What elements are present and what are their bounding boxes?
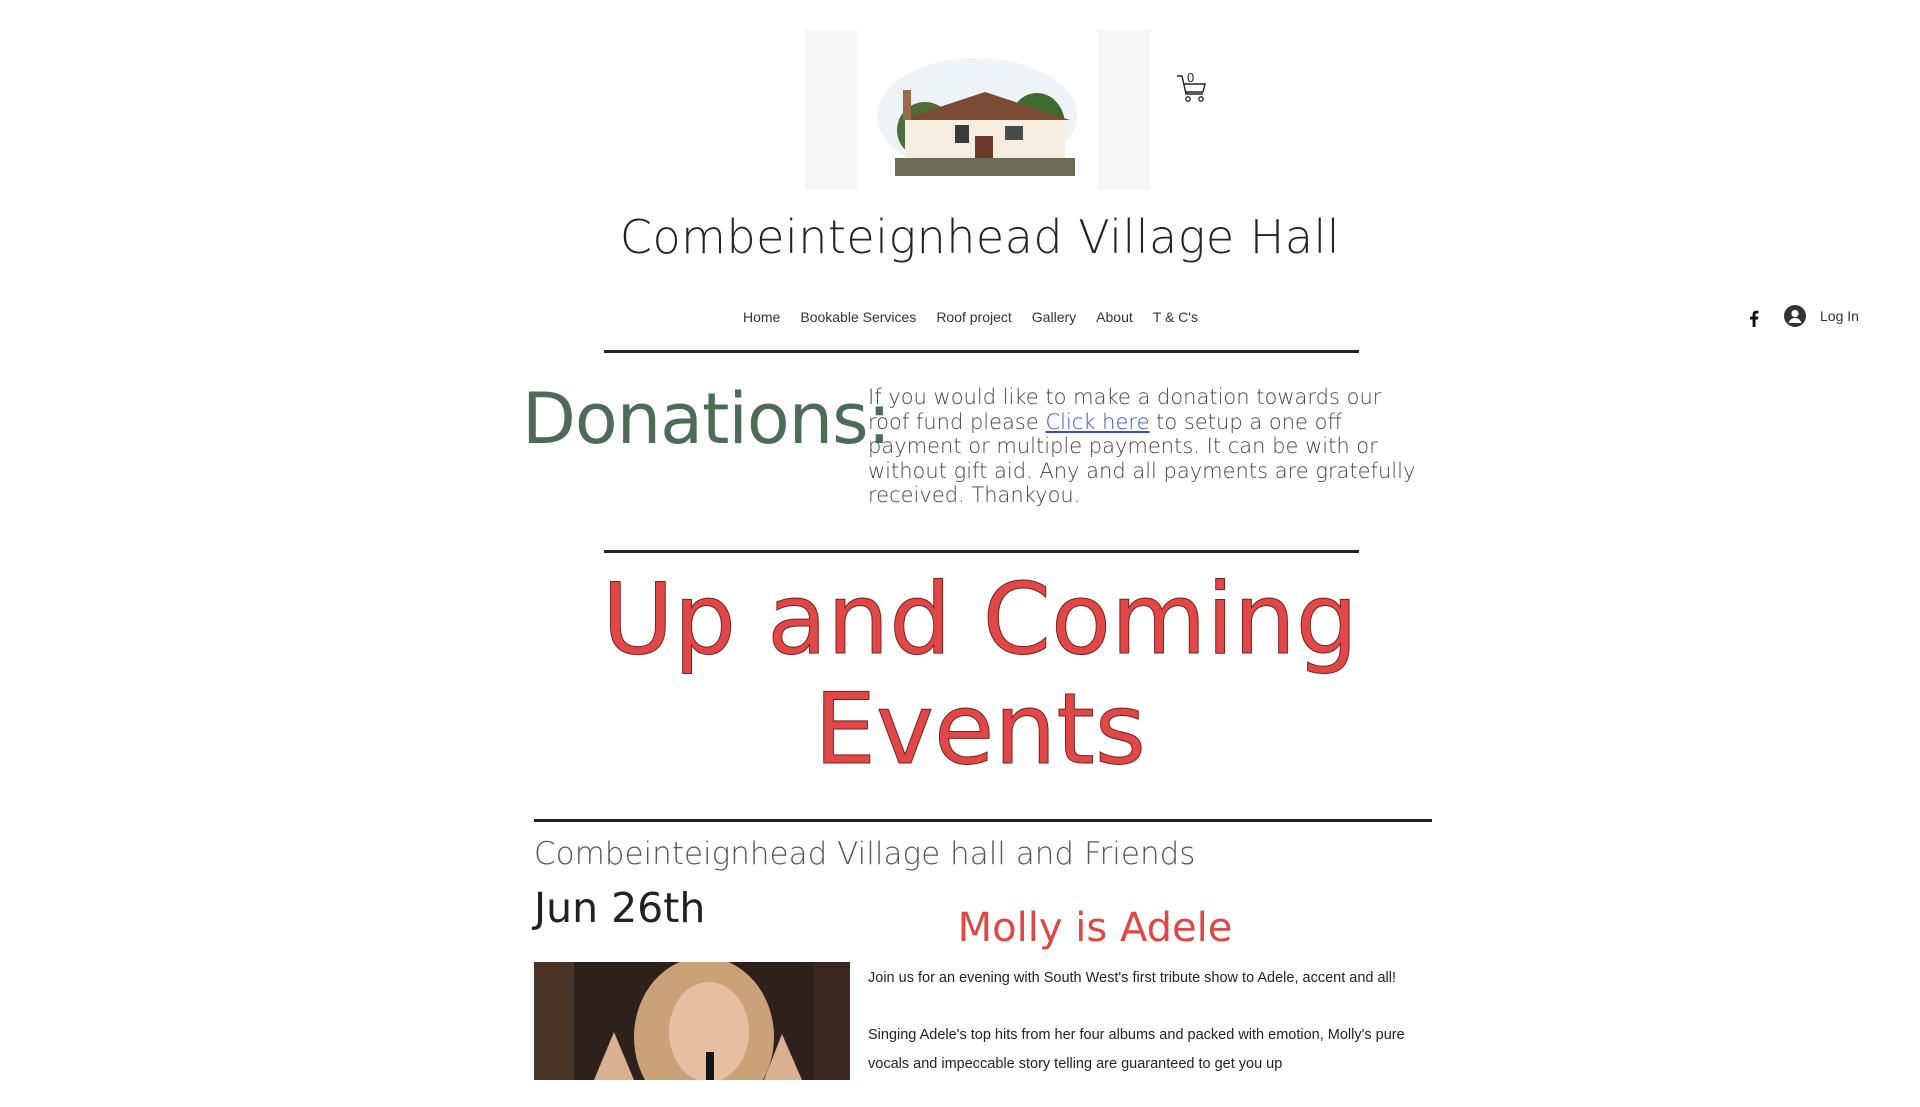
event-title: Molly is Adele bbox=[957, 905, 1233, 951]
divider bbox=[604, 350, 1359, 353]
nav-about[interactable]: About bbox=[1096, 309, 1133, 325]
avatar-icon[interactable] bbox=[1784, 305, 1806, 327]
event-description-paragraph: Singing Adele's top hits from her four albums and packed with emotion, Molly's pure vocals and impeccable story telling are guaranteed to get you up bbox=[868, 1027, 1405, 1072]
site-logo[interactable] bbox=[805, 30, 1150, 190]
event-description-paragraph: Join us for an evening with South West's first tribute show to Adele, accent and all! bbox=[868, 970, 1397, 986]
events-heading: Up and Coming Events bbox=[601, 563, 1358, 787]
nav-home[interactable]: Home bbox=[743, 309, 781, 325]
main-navigation bbox=[733, 309, 1208, 325]
event-photo[interactable] bbox=[534, 962, 850, 1080]
site-title[interactable]: Combeinteignhead Village Hall bbox=[619, 210, 1341, 264]
login-link[interactable]: Log In bbox=[1820, 308, 1859, 324]
donations-text-after: to setup a one off payment or multiple payments. It can be with or without gift aid. Any and all payments are gratefully received. Thankyou. bbox=[868, 409, 1416, 507]
nav-bookable-services[interactable]: Bookable Services bbox=[800, 309, 917, 325]
donations-text-before: If you would like to make a donation towards our roof fund please bbox=[868, 385, 1382, 434]
event-organiser: Combeinteignhead Village hall and Friends bbox=[534, 836, 1196, 872]
donations-text bbox=[868, 385, 1428, 508]
donation-link[interactable]: Click here bbox=[1045, 409, 1150, 434]
donations-heading: Donations: bbox=[522, 378, 891, 460]
login-area[interactable] bbox=[1784, 305, 1859, 327]
event-date: Jun 26th bbox=[534, 884, 706, 932]
nav-gallery[interactable]: Gallery bbox=[1031, 309, 1077, 325]
divider bbox=[604, 550, 1359, 553]
nav-roof-project[interactable]: Roof project bbox=[936, 309, 1012, 325]
facebook-icon[interactable] bbox=[1747, 309, 1761, 327]
divider bbox=[534, 819, 1432, 822]
event-description bbox=[868, 964, 1418, 1107]
cart-count[interactable]: 0 bbox=[1187, 70, 1195, 85]
nav-terms[interactable]: T & C's bbox=[1152, 309, 1198, 325]
